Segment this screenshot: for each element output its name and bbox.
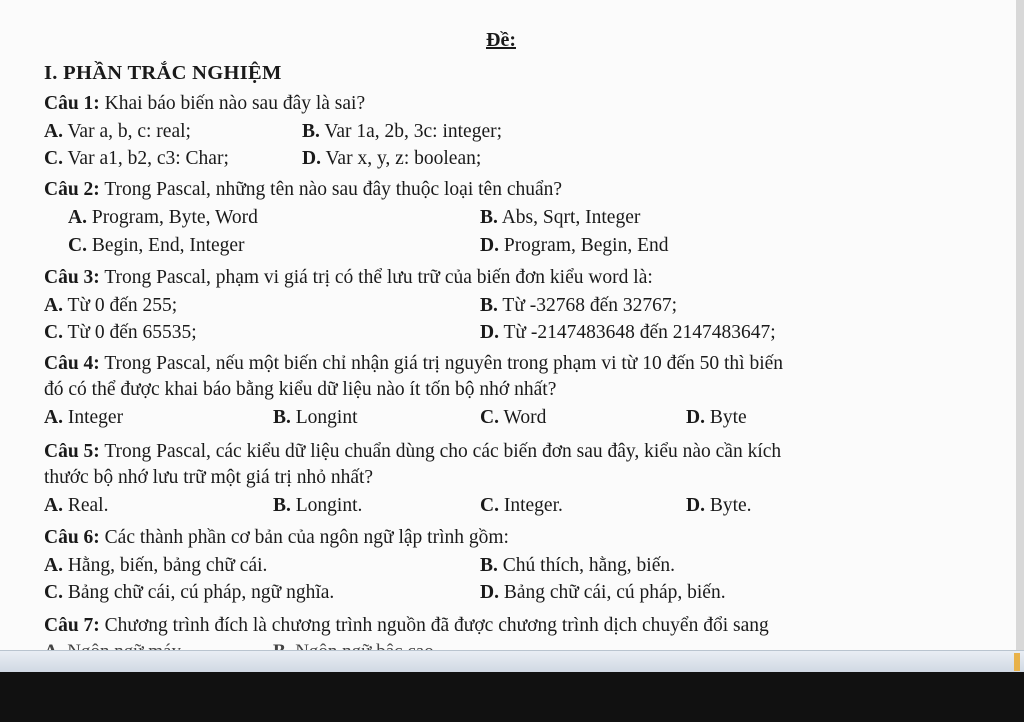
option — [302, 120, 502, 144]
option — [480, 406, 546, 430]
option-text: Từ 0 đến 255; — [67, 295, 178, 316]
option — [44, 494, 108, 518]
option — [480, 581, 726, 605]
question-text: Các thành phần cơ bản của ngôn ngữ lập trình gồm: — [104, 527, 509, 548]
question-text: Trong Pascal, các kiểu dữ liệu chuẩn dùng cho các biến đơn sau đây, kiểu nào cần kích — [104, 441, 782, 462]
option-text: Var x, y, z: boolean; — [325, 148, 482, 169]
question-label: Câu 2: — [44, 179, 100, 200]
option — [273, 494, 362, 518]
option-text: Begin, End, Integer — [91, 235, 245, 256]
option-text: Abs, Sqrt, Integer — [501, 207, 641, 228]
option-text: Longint. — [295, 495, 363, 516]
question-7 — [44, 614, 769, 638]
option-key: A. — [68, 207, 87, 228]
question-4-line-2: đó có thể được khai báo bằng kiểu dữ liệu nào ít tốn bộ nhớ nhất? — [44, 379, 557, 400]
status-indicator — [1014, 653, 1020, 671]
option-key: B. — [273, 407, 291, 428]
question-text: Chương trình đích là chương trình nguồn đã được chương trình dịch chuyển đổi sang — [104, 615, 769, 636]
option-key: A. — [44, 407, 63, 428]
option — [273, 406, 358, 430]
option-key: A. — [44, 495, 63, 516]
question-label: Câu 5: — [44, 441, 100, 462]
option-key: A. — [44, 121, 63, 142]
option-text: Hằng, biến, bảng chữ cái. — [67, 555, 268, 576]
scrollbar-gutter[interactable] — [1016, 0, 1024, 650]
option-text: Word — [503, 407, 547, 428]
option-text: Var a, b, c: real; — [67, 121, 191, 142]
option-text: Real. — [67, 495, 109, 516]
option-key: C. — [68, 235, 87, 256]
option-text: Var a1, b2, c3: Char; — [67, 148, 229, 169]
option-text: Từ -32768 đến 32767; — [502, 295, 678, 316]
option-text: Bảng chữ cái, cú pháp, biến. — [503, 582, 726, 603]
option-key: B. — [480, 207, 498, 228]
option — [686, 406, 747, 430]
question-text: Trong Pascal, những tên nào sau đây thuộc loại tên chuẩn? — [104, 179, 563, 200]
option — [480, 206, 640, 230]
option-key: D. — [480, 235, 499, 256]
option-text: Từ 0 đến 65535; — [67, 322, 197, 343]
option-key: B. — [302, 121, 320, 142]
option — [480, 554, 675, 578]
option-text: Từ -2147483648 đến 2147483647; — [503, 322, 776, 343]
option — [302, 147, 481, 171]
option — [44, 294, 177, 318]
question-label: Câu 3: — [44, 267, 100, 288]
question-text: Trong Pascal, nếu một biến chỉ nhận giá trị nguyên trong phạm vi từ 10 đến 50 thì biến — [104, 353, 784, 374]
option — [480, 494, 563, 518]
option-text: Program, Begin, End — [503, 235, 669, 256]
option-key: A. — [44, 295, 63, 316]
option — [44, 321, 197, 345]
option-key: D. — [686, 495, 705, 516]
question-label: Câu 6: — [44, 527, 100, 548]
question-2 — [44, 178, 562, 202]
section-heading: I. PHẦN TRẮC NGHIỆM — [44, 62, 282, 84]
question-6 — [44, 526, 509, 550]
option-key: D. — [686, 407, 705, 428]
option-text: Var 1a, 2b, 3c: integer; — [324, 121, 503, 142]
option — [480, 234, 669, 258]
doc-title: Đề: — [486, 29, 516, 51]
question-5-line-2: thước bộ nhớ lưu trữ một giá trị nhỏ nhất? — [44, 467, 374, 488]
option — [44, 406, 123, 430]
option-text: Integer — [67, 407, 124, 428]
option — [44, 581, 334, 605]
option — [44, 554, 267, 578]
option — [44, 120, 191, 144]
option — [44, 147, 229, 171]
option-text: Byte. — [709, 495, 752, 516]
option-key: C. — [44, 582, 63, 603]
option-text: Longint — [295, 407, 358, 428]
status-bar — [0, 650, 1024, 673]
option-text: Byte — [709, 407, 747, 428]
option-key: A. — [44, 555, 63, 576]
question-label: Câu 4: — [44, 353, 100, 374]
option-key: B. — [480, 295, 498, 316]
option — [480, 294, 677, 318]
option-key: B. — [273, 495, 291, 516]
option-key: D. — [480, 322, 499, 343]
option — [68, 234, 245, 258]
question-3 — [44, 266, 653, 290]
option-key: B. — [480, 555, 498, 576]
question-text: Khai báo biến nào sau đây là sai? — [104, 93, 366, 114]
question-5 — [44, 440, 781, 464]
option-key: C. — [480, 495, 499, 516]
question-text: Trong Pascal, phạm vi giá trị có thể lưu trữ của biến đơn kiểu word là: — [104, 267, 653, 288]
option-key: D. — [480, 582, 499, 603]
option-text: Program, Byte, Word — [91, 207, 258, 228]
option-key: C. — [44, 322, 63, 343]
question-label: Câu 7: — [44, 615, 100, 636]
question-label: Câu 1: — [44, 93, 100, 114]
option-key: D. — [302, 148, 321, 169]
option-key: C. — [44, 148, 63, 169]
option-text: Bảng chữ cái, cú pháp, ngữ nghĩa. — [67, 582, 335, 603]
option-text: Chú thích, hằng, biến. — [502, 555, 675, 576]
option — [686, 494, 752, 518]
option-text: Integer. — [503, 495, 563, 516]
question-1 — [44, 92, 365, 116]
option — [480, 321, 776, 345]
option-key: C. — [480, 407, 499, 428]
option — [68, 206, 258, 230]
question-4 — [44, 352, 783, 376]
taskbar — [0, 672, 1024, 722]
